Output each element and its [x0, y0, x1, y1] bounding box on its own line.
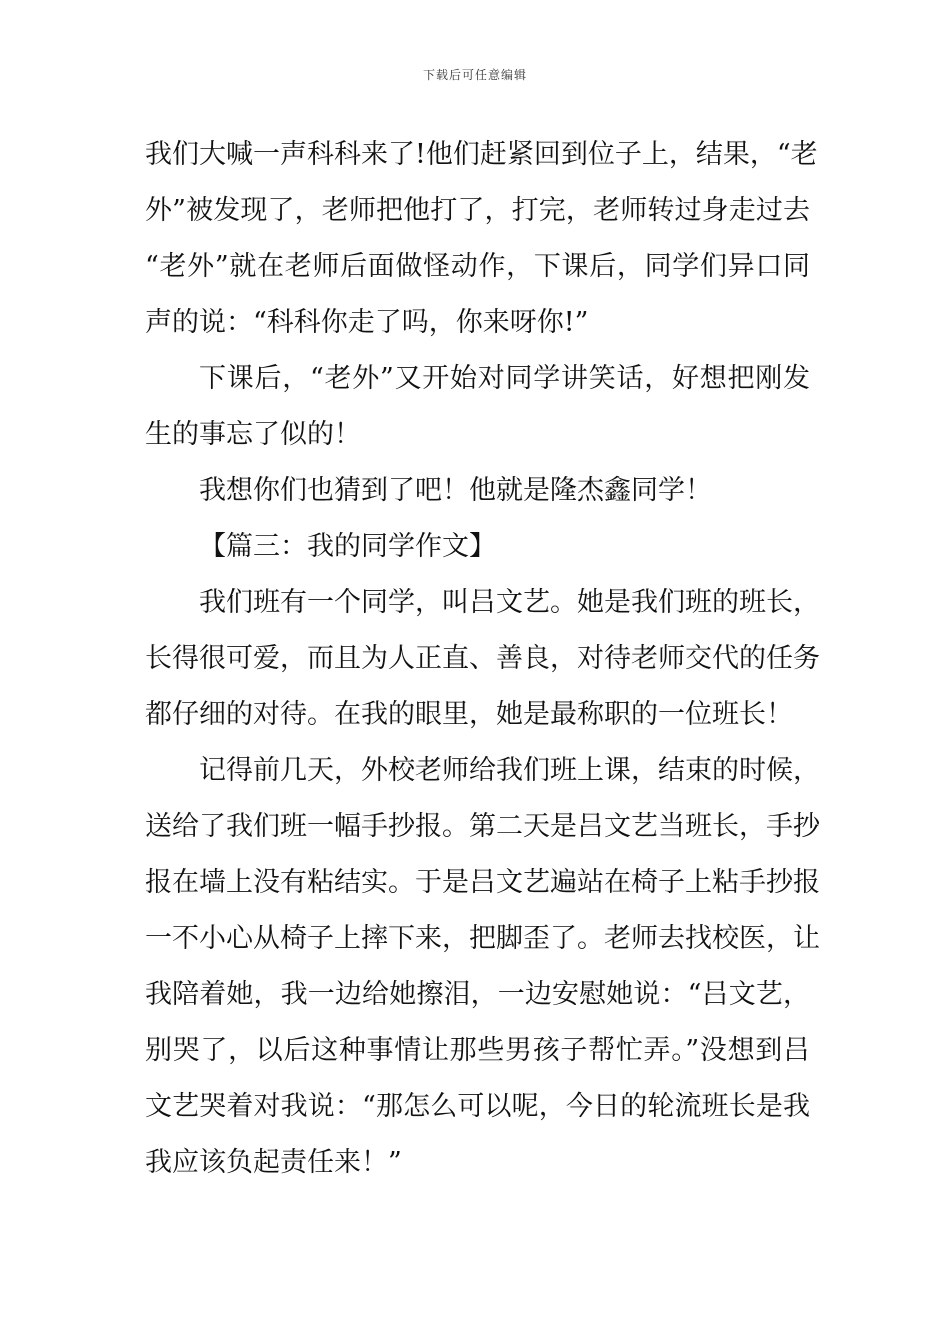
- text-line: 【篇三：我的同学作文】: [199, 531, 496, 562]
- text-line: 记得前几天，外校老师给我们班上课，结束的时候，: [199, 755, 820, 786]
- text-line: 都仔细的对待。在我的眼里，她是最称职的一位班长！: [145, 699, 793, 730]
- text-line: 报在墙上没有粘结实。于是吕文艺遍站在椅子上粘手抄报: [145, 867, 820, 898]
- text-line: 文艺哭着对我说：“那怎么可以呢，今日的轮流班长是我: [145, 1091, 810, 1122]
- text-line: 我们大喊一声科科来了!他们赶紧回到位子上，结果，“老: [145, 139, 818, 170]
- text-line: 声的说：“科科你走了吗，你来呀你!”: [145, 307, 589, 338]
- essay-body: [145, 127, 820, 1191]
- text-line: 生的事忘了似的！: [145, 419, 361, 450]
- text-line: 长得很可爱，而且为人正直、善良，对待老师交代的任务: [145, 643, 820, 674]
- text-line: 我想你们也猜到了吧！他就是隆杰鑫同学！: [199, 475, 712, 506]
- text-line: 别哭了，以后这种事情让那些男孩子帮忙弄。”没想到吕: [145, 1035, 810, 1066]
- text-line: 我应该负起责任来！”: [145, 1147, 402, 1178]
- text-line: “老外”就在老师后面做怪动作，下课后，同学们异口同: [145, 251, 810, 282]
- text-line: 送给了我们班一幅手抄报。第二天是吕文艺当班长，手抄: [145, 811, 820, 842]
- page-header: 下载后可任意编辑: [422, 68, 527, 82]
- text-line: 一不小心从椅子上摔下来，把脚歪了。老师去找校医，让: [145, 923, 820, 954]
- text-line: 外”被发现了，老师把他打了，打完，老师转过身走过去: [145, 195, 810, 226]
- text-line: 我们班有一个同学，叫吕文艺。她是我们班的班长，: [199, 587, 820, 618]
- text-line: 我陪着她，我一边给她擦泪，一边安慰她说：“吕文艺，: [145, 979, 810, 1010]
- text-line: 下课后，“老外”又开始对同学讲笑话，好想把刚发: [199, 363, 810, 394]
